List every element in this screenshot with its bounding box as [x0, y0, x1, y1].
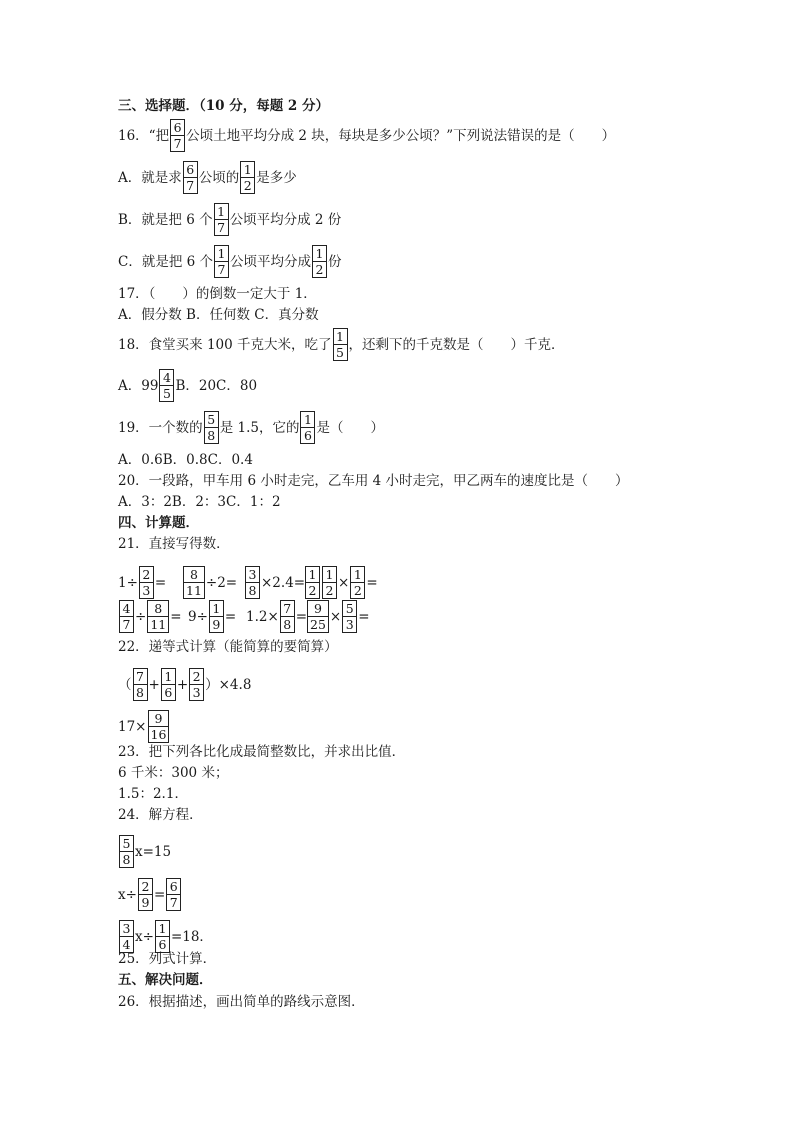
q19-options [118, 451, 253, 469]
denominator: 5 [333, 345, 348, 361]
denominator: 2 [322, 583, 337, 599]
expr-text: × [329, 608, 342, 625]
question-16 [118, 119, 615, 152]
q19-options-text: A．0.6B．0.8C．0.4 [118, 452, 253, 468]
q19-text-1: 19．一个数的 [118, 419, 203, 436]
question-17 [118, 285, 317, 303]
option-text: 是多少 [256, 169, 297, 186]
expr-text: = [358, 608, 370, 625]
numerator: 3 [119, 920, 134, 937]
denominator: 8 [280, 617, 295, 633]
option-text: C．就是把 6 个 [118, 253, 214, 270]
expr-text: = [366, 574, 378, 591]
numerator: 9 [148, 710, 170, 727]
question-19 [118, 411, 384, 444]
numerator: 1 [350, 566, 365, 583]
fraction [214, 203, 229, 236]
question-23 [118, 743, 405, 761]
option-text: 公顷平均分成 [230, 253, 312, 270]
expr-text: = [153, 886, 166, 903]
fraction [148, 710, 170, 743]
expr-text: = [154, 574, 167, 591]
fraction [183, 566, 205, 599]
numerator: 2 [138, 878, 153, 895]
denominator: 4 [119, 937, 134, 953]
question-26 [118, 993, 365, 1011]
numerator: 1 [305, 566, 320, 583]
fraction [245, 566, 260, 599]
denominator: 7 [166, 895, 181, 911]
option-text: B．就是把 6 个 [118, 211, 213, 228]
q17-text: 17．（ ）的倒数一定大于 1． [118, 286, 317, 302]
question-25 [118, 950, 216, 968]
fraction [155, 920, 170, 953]
q16-text-1: 16．“把 [118, 127, 170, 144]
question-22 [118, 638, 338, 656]
fraction [300, 411, 315, 444]
denominator: 3 [342, 617, 357, 633]
q21-row-1 [118, 566, 378, 599]
denominator: 2 [305, 583, 320, 599]
denominator: 6 [161, 685, 176, 701]
q23-line-1 [118, 764, 228, 782]
q18-option-text: A．99 [118, 377, 159, 394]
numerator: 6 [166, 878, 181, 895]
numerator: 1 [155, 920, 170, 937]
numerator: 7 [133, 668, 148, 685]
q22-expr-1 [118, 668, 251, 701]
denominator: 25 [307, 617, 329, 633]
section-5-heading-text: 五、解决问题． [118, 972, 213, 988]
q21-expr-1 [118, 566, 182, 599]
numerator: 1 [214, 245, 229, 262]
numerator: 4 [159, 369, 174, 386]
numerator: 5 [342, 600, 357, 617]
numerator: 4 [119, 600, 134, 617]
denominator: 8 [204, 428, 219, 444]
q16-option-c [118, 245, 342, 278]
q20-options [118, 493, 281, 511]
expr-text: 9÷ [188, 608, 208, 625]
fraction [189, 668, 204, 701]
denominator: 7 [170, 136, 185, 152]
denominator: 6 [155, 937, 170, 953]
question-18 [118, 328, 565, 361]
expr-text: = [224, 608, 237, 625]
denominator: 7 [214, 262, 229, 278]
numerator: 8 [147, 600, 169, 617]
numerator: 8 [183, 566, 205, 583]
fraction [333, 328, 348, 361]
numerator: 1 [214, 203, 229, 220]
question-24 [118, 806, 203, 824]
fraction [183, 161, 198, 194]
q23-title: 23．把下列各比化成最简整数比，并求出比值． [118, 744, 406, 760]
expr-text: ÷2= [205, 574, 238, 591]
expr-text: 1.2× [246, 608, 279, 625]
q21-expr-8 [306, 600, 370, 633]
fraction [166, 878, 181, 911]
q21-expr-2 [182, 566, 244, 599]
q19-text-2: 是 1.5，它的 [219, 419, 300, 436]
q23-line-2 [118, 785, 188, 803]
expr-text: （ [118, 676, 132, 693]
expr-text: ÷ [135, 608, 147, 625]
q17-options-text: A．假分数 B．任何数 C．真分数 [118, 307, 319, 323]
q18-option-text: B．20C．80 [175, 377, 258, 394]
q22-expr-2 [118, 710, 170, 743]
expr-text: = [170, 608, 182, 625]
numerator: 7 [280, 600, 295, 617]
expr-text: x=15 [135, 843, 172, 860]
fraction [280, 600, 295, 633]
fraction [139, 566, 154, 599]
denominator: 2 [312, 262, 327, 278]
denominator: 3 [189, 685, 204, 701]
q18-text-2: ，还剩下的千克数是（ ）千克． [348, 336, 565, 353]
fraction [214, 245, 229, 278]
section-4-heading [118, 514, 199, 532]
q21-row-2 [118, 600, 370, 633]
q26-title: 26．根据描述，画出简单的路线示意图． [118, 994, 365, 1010]
q23-line-2-text: 1.5：2.1． [118, 786, 188, 802]
numerator: 3 [245, 566, 260, 583]
question-21 [118, 535, 230, 553]
fraction [307, 600, 329, 633]
q21-expr-5 [118, 600, 188, 633]
section-4-heading-text: 四、计算题． [118, 515, 199, 531]
numerator: 5 [119, 835, 134, 852]
denominator: 2 [240, 178, 255, 194]
numerator: 9 [307, 600, 329, 617]
option-text: 公顷平均分成 2 份 [229, 211, 342, 228]
denominator: 2 [350, 583, 365, 599]
numerator: 1 [312, 245, 327, 262]
denominator: 11 [183, 583, 205, 599]
fraction [312, 245, 327, 278]
expr-text: ）×4.8 [205, 676, 252, 693]
numerator: 1 [209, 600, 224, 617]
q16-option-b [118, 203, 341, 236]
numerator: 6 [183, 161, 198, 178]
fraction [209, 600, 224, 633]
expr-text: =18． [170, 928, 213, 945]
numerator: 1 [240, 161, 255, 178]
numerator: 1 [161, 668, 176, 685]
numerator: 1 [322, 566, 337, 583]
denominator: 16 [148, 727, 170, 743]
expr-text: x÷ [135, 928, 154, 945]
denominator: 9 [138, 895, 153, 911]
denominator: 11 [147, 617, 169, 633]
numerator: 5 [204, 411, 219, 428]
denominator: 7 [214, 220, 229, 236]
q23-line-1-text: 6 千米：300 米； [118, 765, 229, 781]
expr-text: 1÷ [118, 574, 138, 591]
numerator: 6 [170, 119, 185, 136]
section-5-heading [118, 971, 213, 989]
denominator: 3 [139, 583, 154, 599]
fraction [159, 369, 174, 402]
fraction [119, 835, 134, 868]
numerator: 1 [333, 328, 348, 345]
q17-options [118, 306, 319, 324]
q25-title: 25．列式计算． [118, 951, 217, 967]
q20-options-text: A．3：2B．2：3C．1：2 [118, 494, 281, 510]
q19-text-3: 是（ ） [316, 419, 384, 436]
q21-expr-7 [246, 600, 306, 633]
fraction [322, 566, 337, 599]
fraction [170, 119, 185, 152]
denominator: 8 [245, 583, 260, 599]
denominator: 7 [119, 617, 134, 633]
numerator: 2 [189, 668, 204, 685]
fraction [342, 600, 357, 633]
denominator: 5 [159, 386, 174, 402]
expr-text: = [295, 608, 308, 625]
expr-text: × [338, 574, 350, 591]
numerator: 2 [139, 566, 154, 583]
option-text: 公顷的 [198, 169, 240, 186]
q21-title: 21．直接写得数． [118, 536, 230, 552]
q20-text: 20．一段路，甲车用 6 小时走完，乙车用 4 小时走完，甲乙两车的速度比是（ ） [118, 473, 629, 489]
denominator: 7 [183, 178, 198, 194]
expr-text: + [176, 676, 189, 693]
q24-equation-2 [118, 878, 182, 911]
fraction [147, 600, 169, 633]
q21-expr-6 [188, 600, 246, 633]
fraction [204, 411, 219, 444]
section-3-heading-text: 三、选择题．（10 分，每题 2 分） [118, 98, 330, 114]
q24-equation-1 [118, 835, 171, 868]
q16-text-2: 公顷土地平均分成 2 块，每块是多少公顷？”下列说法错误的是（ ） [186, 127, 616, 144]
section-3-heading [118, 97, 329, 115]
fraction [161, 668, 176, 701]
denominator: 9 [209, 617, 224, 633]
expr-text: x÷ [118, 886, 137, 903]
denominator: 8 [119, 852, 134, 868]
expr-text: ×2.4= [261, 574, 306, 591]
q24-title: 24．解方程． [118, 807, 203, 823]
fraction [133, 668, 148, 701]
numerator: 1 [300, 411, 315, 428]
q16-option-a [118, 161, 297, 194]
option-text: A．就是求 [118, 169, 182, 186]
denominator: 8 [133, 685, 148, 701]
q22-title: 22．递等式计算（能简算的要简算） [118, 639, 338, 655]
fraction [119, 600, 134, 633]
expr-text: + [148, 676, 160, 693]
expr-text: 17× [118, 718, 147, 735]
fraction [138, 878, 153, 911]
fraction [305, 566, 320, 599]
fraction [350, 566, 365, 599]
q24-equation-3 [118, 920, 213, 953]
q18-options [118, 369, 257, 402]
question-20 [118, 472, 629, 490]
denominator: 6 [300, 428, 315, 444]
option-text: 份 [328, 253, 342, 270]
fraction [119, 920, 134, 953]
fraction [240, 161, 255, 194]
q18-text-1: 18．食堂买来 100 千克大米，吃了 [118, 336, 332, 353]
q21-expr-4 [304, 566, 378, 599]
q21-expr-3 [244, 566, 304, 599]
